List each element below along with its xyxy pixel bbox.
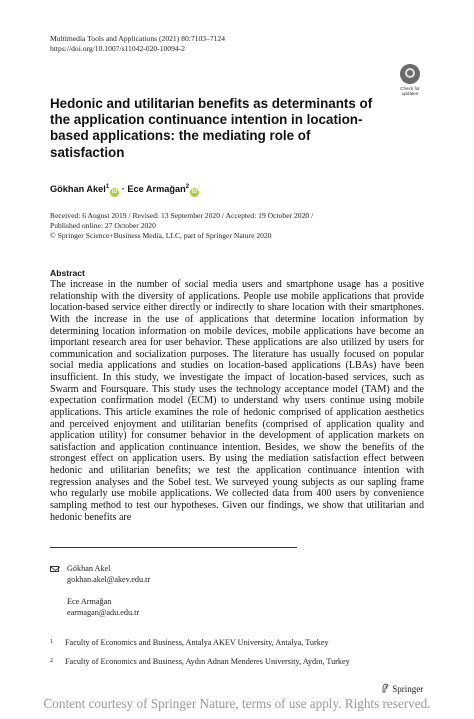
affiliation-text: Faculty of Economics and Business, Antalya AKEV University, Antalya, Turkey: [65, 638, 329, 647]
contact-block-2: [67, 596, 139, 618]
check-updates-label-1: Check for: [400, 86, 420, 91]
copyright-line: © Springer Science+Business Media, LLC, part of Springer Nature 2020: [50, 231, 272, 241]
footnote-divider: [50, 547, 297, 548]
doi-link[interactable]: https://doi.org/10.1007/s11042-020-10094-2: [50, 44, 186, 53]
author-name[interactable]: Gökhan Akel: [50, 184, 106, 195]
contact-email[interactable]: gokhan.akel@akev.edu.tr: [67, 575, 151, 584]
orcid-icon[interactable]: iD: [191, 189, 198, 196]
article-title: Hedonic and utilitarian benefits as determinants of the application continuance intention in location-based applications: the mediating role of satisfaction: [50, 96, 373, 160]
check-updates-icon: [400, 64, 420, 84]
affiliation-number: 1: [50, 639, 53, 645]
publisher-name: Springer: [392, 684, 424, 694]
author-affiliation-sup: 1: [105, 184, 110, 190]
publication-dates: [50, 211, 313, 242]
journal-citation: [50, 34, 225, 54]
check-updates-label-2: updates: [401, 91, 419, 96]
published-online-date: Published online: 27 October 2020: [50, 221, 156, 231]
contact-name: Ece Armağan: [67, 597, 112, 606]
contact-block-1: [67, 563, 150, 585]
affiliation-text: Faculty of Economics and Business, Aydın Adnan Menderes University, Aydın, Turkey: [65, 657, 350, 666]
contact-email[interactable]: earmagan@adu.edu.tr: [67, 608, 140, 617]
affiliation-number: 2: [50, 658, 53, 664]
author-affiliation-sup: 2: [185, 184, 190, 190]
affiliation-1: [50, 637, 430, 648]
abstract-body: The increase in the number of social media users and smartphone usage has a positive relationship with the diversity of applications. People use mobile applications that provide location-based service either directly or indirectly to share location with their smartphones. With the increase in the use of applications that determine location information by determining location information on mobile devices, mobile applications have become an important research area for user behavior. These applications are also utilized by users for communication and socialization purposes. The literature has usually focused on popular social media applications and studies on location-based applications (LBAs) have been insufficient. In this study, we investigate the impact of location-based services, such as Swarm and Foursquare. This study uses the technology acceptance model (TAM) and the expectation confirmation model (ECM) to understand why users continue using mobile applications. This article examines the role of hedonic comprised of application aesthetics and perceived enjoyment and utilitarian benefits (comprised of application quality and application utility) for consumer behavior in the development of application markets on satisfaction and application continuance intention. Besides, we show the benefits of the strongest effect on application users. By using the mediation satisfaction effect between hedonic and utilitarian benefits; we test the application continuance intention with regression analyses and the Sobel test. We surveyed young subjects as our sapling frame who regularly use mobile applications. We collected data from 400 users by convenience sampling method to test our hypotheses. Given our findings, we show that utilitarian and hedonic benefits are: [50, 279, 424, 523]
author-name[interactable]: Ece Armağan: [127, 184, 186, 195]
author-separator: ·: [121, 184, 125, 195]
check-for-updates-badge[interactable]: [393, 64, 427, 100]
orcid-icon[interactable]: iD: [111, 189, 118, 196]
courtesy-watermark: Content courtesy of Springer Nature, terms of use apply. Rights reserved.: [43, 696, 431, 711]
author-list: [50, 181, 199, 197]
history-dates: Received: 6 August 2019 / Revised: 13 September 2020 / Accepted: 19 October 2020 /: [50, 211, 314, 220]
affiliation-2: [50, 656, 430, 667]
email-icon: [50, 566, 59, 572]
contact-name: Gökhan Akel: [67, 564, 111, 573]
abstract-heading: Abstract: [50, 268, 85, 278]
springer-horse-icon: [381, 683, 390, 693]
publisher-logo: [381, 683, 423, 694]
journal-citation-line: Multimedia Tools and Applications (2021) 80:7103–7124: [50, 34, 226, 43]
